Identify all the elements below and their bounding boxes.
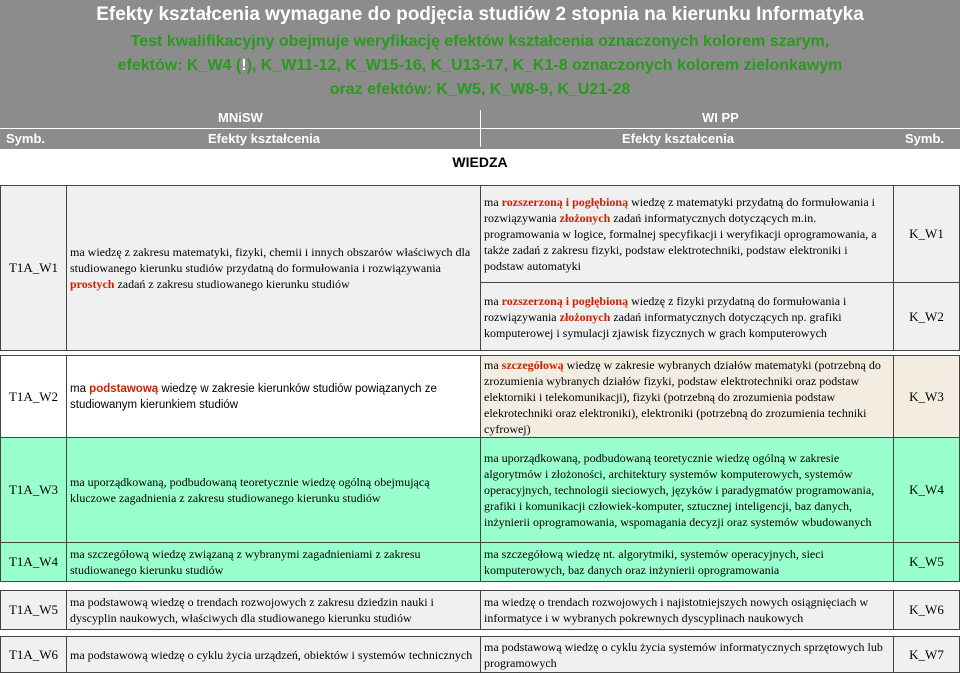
row5-text-content: ma podstawową wiedzę o trendach rozwojowych z zakresu dziedzin nauki i dyscyplin naukowych, właściwych dla studiowanego kierunku studiów [70,595,434,625]
row3-text [66,437,481,543]
row2-right-symbol: K_W3 [893,355,960,438]
row2-text-a: ma [70,382,90,395]
row1-text-a: ma wiedzę z zakresu matematyki, fizyki, chemii i innych obszarów właściwych dla studiowanego kierunku studiów przydatną do formułowania i rozwiązywania [70,245,471,275]
row6-text [66,636,481,673]
row6-symbol: T1A_W6 [0,636,67,673]
row5-right-text [480,590,894,630]
row3-text-content: ma uporządkowaną, podbudowaną teoretycznie wiedzę ogólną obejmującą kluczowe zagadnienia z zakresu studiowanego kierunku studiów [70,475,430,505]
row1-right1-b: wiedzę z matematyki przydatną do formułowania i rozwiązywania [484,195,876,225]
row2-right-red: szczegółową [501,357,564,372]
row2-right-text [480,355,894,438]
row1-right2-red2: złożonych [559,309,611,324]
row1-right1-c: zadań informatycznych dotyczących m.in. programowania w logice, formalnej specyfikacji i weryfikacji oprogramowania, a także zadań z zakresu fizyki, podstaw elektrotechniki, podstaw elektroniki i podstaw automatyki [484,211,877,273]
row1-right-text-1 [480,185,894,283]
group-right-label: WI PP [702,110,739,125]
row1-right-symbol-1: K_W1 [893,185,960,283]
subtitle-line-2-a: efektów: K_W4 ( [117,57,242,74]
row6-right-symbol: K_W7 [893,636,960,673]
subtitle-line-1: Test kwalifikacyjny obejmuje weryfikację efektów kształcenia oznaczonych kolorem szarym, [130,33,830,50]
page-title: Efekty kształcenia wymagane do podjęcia studiów 2 stopnia na kierunku Informatyka [96,4,864,25]
row2-symbol: T1A_W2 [0,355,67,438]
row3-right-content: ma uporządkowaną, podbudowaną teoretycznie wiedzę ogólną w zakresie algorytmów i złożoności, architektury systemów komputerowych, systemów operacyjnych, technologii sieciowych, języków i paradygmatów programowania, grafiki i komunikacji człowiek-komputer, sztucznej inteligencji, baz danych, inżynierii oprogramowania, wspomagania decyzji oraz systemów wbudowanych [484,451,875,529]
row2-right-a: ma [484,357,502,372]
row1-text [66,185,481,351]
row1-right-text-2 [480,282,894,351]
row1-right2-c: zadań informatycznych dotyczących np. grafiki komputerowej i symulacji zjawisk fizycznych w grach komputerowych [484,309,842,340]
row3-symbol: T1A_W3 [0,437,67,543]
row5-symbol: T1A_W5 [0,590,67,630]
row3-right-text [480,437,894,543]
col-effects-right: Efekty kształcenia [622,131,735,146]
row1-text-b: zadań z zakresu studiowanego kierunku studiów [114,277,350,291]
row4-text-content: ma szczegółową wiedzę związaną z wybranymi zagadnieniami z zakresu studiowanego kierunku studiów [70,547,421,577]
row6-text-content: ma podstawową wiedzę o cyklu życia urządzeń, obiektów i systemów technicznych [70,647,473,662]
row5-right-symbol: K_W6 [893,590,960,630]
row2-text-red: podstawową [89,382,159,395]
group-left-label: MNiSW [218,110,263,125]
row1-right2-a: ma [484,293,502,308]
header-divider [480,110,481,147]
row1-symbol: T1A_W1 [0,185,67,351]
subtitle-line-2-c: ), K_W11-12, K_W15-16, K_U13-17, K_K1-8 oznaczonych kolorem zielonkawym [246,57,843,74]
col-symb-left: Symb. [6,131,46,146]
subtitle-exclamation: ! [241,57,247,74]
subtitle-line-3: oraz efektów: K_W5, K_W8-9, K_U21-28 [329,81,631,98]
row2-text-b: wiedzę w zakresie kierunków studiów powiązanych ze studiowanym kierunkiem studiów [70,382,437,411]
row1-right2-red1: rozszerzoną i pogłębioną [501,293,629,308]
section-title: WIEDZA [452,154,508,170]
row6-right-text [480,636,894,673]
subtitle-line-2 [0,57,960,75]
row6-right-content: ma podstawową wiedzę o cyklu życia systemów informatycznych sprzętowych lub programowych [484,639,883,670]
row1-text-red: prostych [70,277,115,291]
row4-right-content: ma szczegółową wiedzę nt. algorytmiki, systemów operacyjnych, sieci komputerowych, baz danych oraz inżynierii oprogramowania [484,547,824,577]
row4-symbol: T1A_W4 [0,542,67,582]
row1-right-symbol-2: K_W2 [893,282,960,351]
row5-right-content: ma wiedzę o trendach rozwojowych i najistotniejszych nowych osiągnięciach w informatyce i w wybranych pokrewnych dyscyplinach naukowych [484,595,869,625]
row1-right2-b: wiedzę z fizyki przydatną do formułowania i rozwiązywania [484,293,847,324]
row4-text [66,542,481,582]
header-banner [0,0,960,109]
row2-right-b: wiedzę w zakresie wybranych działów matematyki (potrzebną do zrozumienia wybranych działów fizyki, podstaw elektrotechniki oraz podstaw elektorniki i telekomunikacji), fizyki (potrzebną do zrozumienia podstaw elekrotechniki oraz elektroniki), elektroniki (potrzebną do zrozumienia techniki cyfrowej) [484,357,881,436]
row3-right-symbol: K_W4 [893,437,960,543]
row1-right1-a: ma [484,195,502,209]
row4-right-text [480,542,894,582]
col-effects-left: Efekty kształcenia [208,131,321,146]
row4-right-symbol: K_W5 [893,542,960,582]
row1-right1-red2: złożonych [559,211,611,225]
row2-text [66,355,481,438]
col-symb-right: Symb. [905,131,945,146]
row5-text [66,590,481,630]
row1-right1-red1: rozszerzoną i pogłębioną [501,195,629,209]
